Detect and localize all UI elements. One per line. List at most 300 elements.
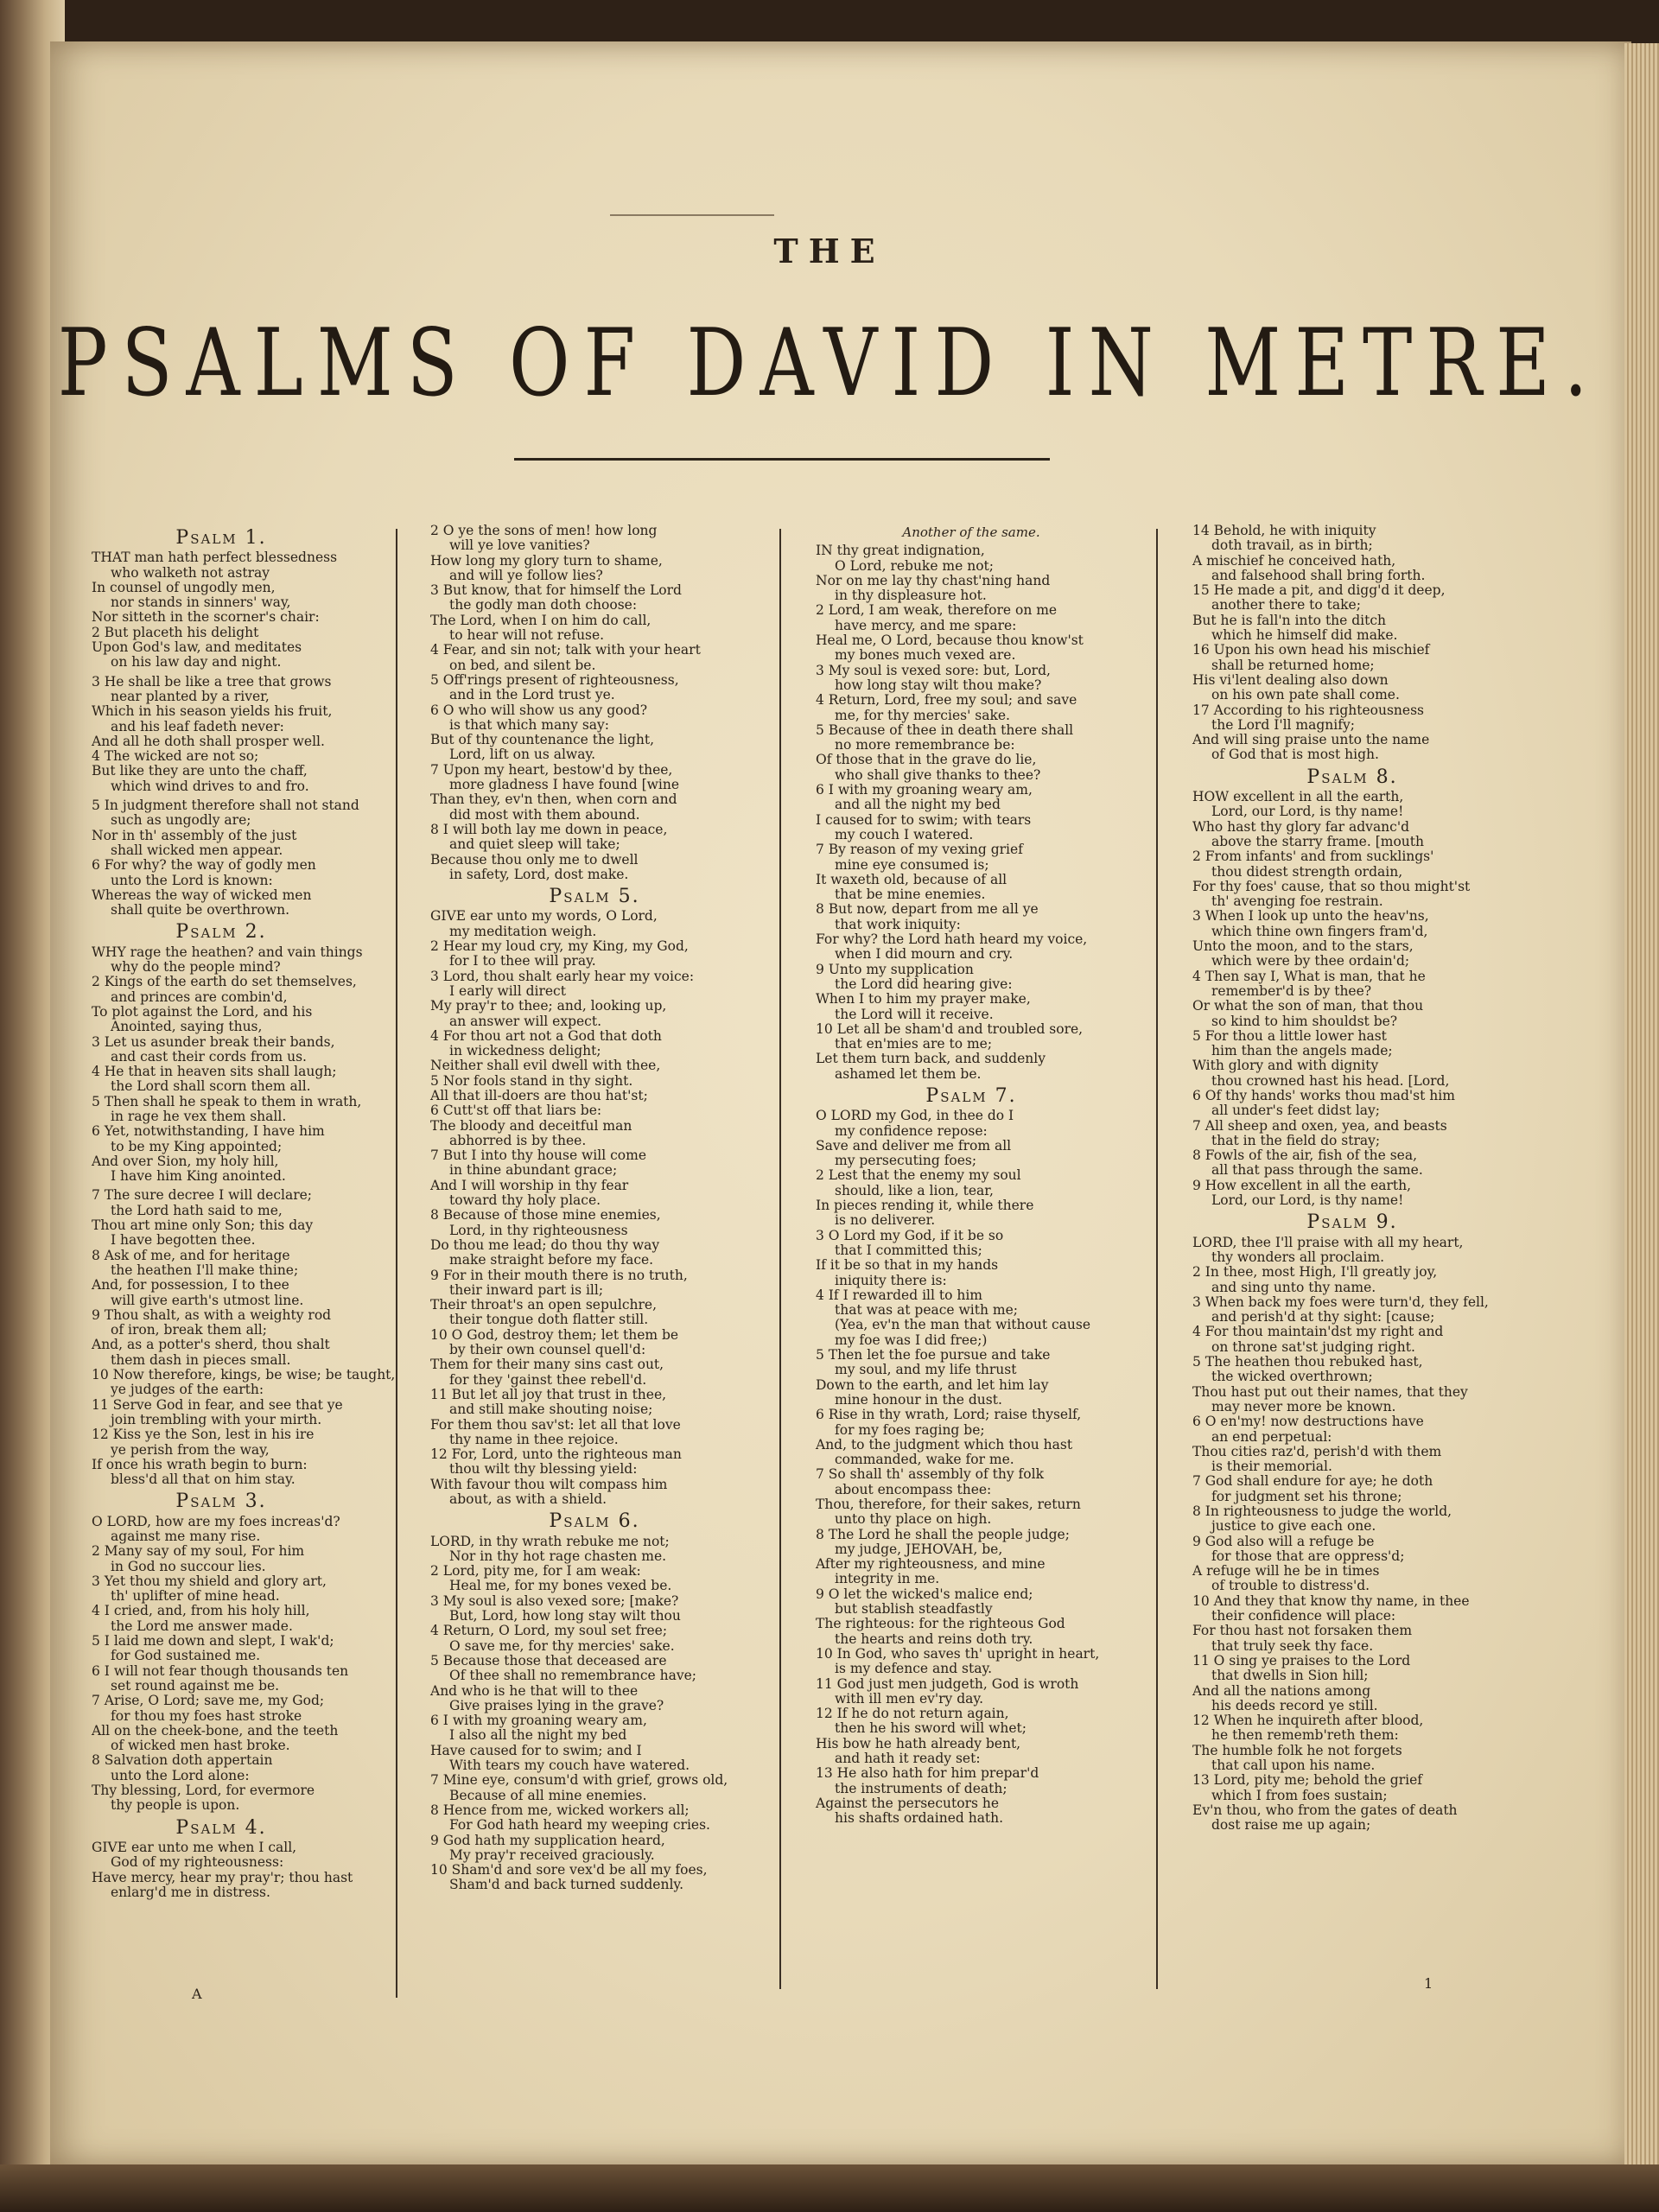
- verse-line: thy people is upon.: [111, 1797, 240, 1814]
- column-2: [430, 524, 759, 1897]
- verse-block: [430, 524, 759, 882]
- verse-line: and falsehood shall bring forth.: [1211, 567, 1426, 583]
- verse-line: And all he doth shall prosper well.: [92, 733, 325, 749]
- verse-line: 3 Let us asunder break their bands,: [92, 1033, 335, 1050]
- verse-line: 8 In righteousness to judge the world,: [1192, 1503, 1452, 1519]
- verse-line: Neither shall evil dwell with thee,: [430, 1058, 661, 1074]
- verse-line: 2 O ye the sons of men! how long: [430, 523, 658, 538]
- verse-line: 3 Lord, thou shalt early hear my voice:: [430, 968, 695, 984]
- verse-line: thou wilt thy blessing yield:: [449, 1461, 638, 1478]
- verse-block: [430, 909, 759, 1507]
- verse-line: that I committed this;: [835, 1242, 982, 1258]
- verse-line: GIVE ear unto me when I call,: [92, 1839, 297, 1855]
- verse-line: 8 I will both lay me down in peace,: [430, 821, 668, 837]
- verse-line: Lord, our Lord, is thy name!: [1211, 804, 1404, 820]
- verse-line: WHY rage the heathen? and vain things: [92, 944, 363, 960]
- verse-line: in rage he vex them shall.: [111, 1108, 287, 1124]
- verse-line: their inward part is ill;: [449, 1281, 604, 1298]
- verse-line: is their memorial.: [1211, 1459, 1332, 1475]
- verse-line: All that ill-doers are thou hat'st;: [430, 1087, 648, 1103]
- signature-mark: A: [192, 1986, 202, 2002]
- verse-line: on throne sat'st judging right.: [1211, 1338, 1415, 1355]
- verse-line: that call upon his name.: [1211, 1758, 1376, 1774]
- verse-line: Because thou only me to dwell: [430, 851, 639, 868]
- verse-line: With favour thou wilt compass him: [430, 1476, 668, 1492]
- verse-line: his shafts ordained hath.: [835, 1810, 1004, 1827]
- verse-line: 3 Yet thou my shield and glory art,: [92, 1573, 327, 1589]
- verse-line: Have caused for to swim; and I: [430, 1742, 642, 1758]
- verse-line: 16 Upon his own head his mischief: [1192, 642, 1430, 658]
- verse-line: I have begotten thee.: [111, 1232, 256, 1249]
- verse-line: 7 Mine eye, consum'd with grief, grows old,: [430, 1772, 728, 1789]
- verse-line: 4 Return, Lord, free my soul; and save: [816, 692, 1077, 709]
- verse-line: 6 Cutt'st off that liars be:: [430, 1103, 602, 1119]
- verse-line: Who hast thy glory far advanc'd: [1192, 818, 1410, 835]
- verse-line: But, Lord, how long stay wilt thou: [449, 1608, 681, 1624]
- verse-line: 3 But know, that for himself the Lord: [430, 582, 682, 599]
- verse-line: 7 All sheep and oxen, yea, and beasts: [1192, 1117, 1447, 1134]
- verse-line: 5 Because those that deceased are: [430, 1652, 667, 1669]
- verse-line: 10 Sham'd and sore vex'd be all my foes,: [430, 1862, 708, 1878]
- verse-line: In pieces rending it, while there: [816, 1198, 1034, 1214]
- verse-line: all under's feet didst lay;: [1211, 1103, 1381, 1119]
- verse-line: in God no succour lies.: [111, 1558, 266, 1574]
- verse-line: And who is he that will to thee: [430, 1682, 639, 1699]
- verse-line: unto the Lord is known:: [111, 872, 273, 888]
- verse-line: But of thy countenance the light,: [430, 732, 655, 748]
- verse-line: O Lord, rebuke me not;: [835, 557, 994, 574]
- verse-line: th' avenging foe restrain.: [1211, 893, 1383, 910]
- verse-line: Or what the son of man, that thou: [1192, 998, 1424, 1014]
- verse-line: After my righteousness, and mine: [816, 1556, 1046, 1573]
- verse-line: his deeds record ye still.: [1211, 1697, 1378, 1713]
- verse-line: 7 So shall th' assembly of thy folk: [816, 1466, 1044, 1483]
- verse-line: how long stay wilt thou make?: [835, 677, 1042, 693]
- verse-line: Give praises lying in the grave?: [449, 1697, 664, 1713]
- verse-line: Thou art mine only Son; this day: [92, 1217, 314, 1234]
- verse-line: him than the angels made;: [1211, 1043, 1393, 1059]
- verse-line: Do thou me lead; do thou thy way: [430, 1236, 660, 1253]
- verse-line: 6 O who will show us any good?: [430, 702, 648, 718]
- verse-line: 7 By reason of my vexing grief: [816, 842, 1023, 858]
- verse-line: on bed, and silent be.: [449, 657, 596, 673]
- verse-block: [430, 1535, 759, 1893]
- verse-line: thou crowned hast his head. [Lord,: [1211, 1072, 1450, 1089]
- verse-line: and quiet sleep will take;: [449, 836, 620, 853]
- verse-line: Lord, in thy righteousness: [449, 1222, 628, 1238]
- verse-line: 5 I laid me down and slept, I wak'd;: [92, 1633, 334, 1649]
- verse-line: my soul, and my life thrust: [835, 1362, 1017, 1378]
- verse-line: Thy blessing, Lord, for evermore: [92, 1783, 315, 1799]
- verse-line: the Lord will it receive.: [835, 1006, 994, 1022]
- verse-line: enlarg'd me in distress.: [111, 1884, 270, 1900]
- subheading: Another of the same.: [902, 524, 1040, 540]
- verse-block: [1192, 1236, 1512, 1834]
- verse-line: and his leaf fadeth never:: [111, 718, 284, 734]
- verse-line: If once his wrath begin to burn:: [92, 1456, 308, 1472]
- verse-line: 3 My soul is also vexed sore; [make?: [430, 1592, 679, 1609]
- verse-line: for God sustained me.: [111, 1648, 261, 1664]
- verse-line: mine honour in the dust.: [835, 1391, 1002, 1408]
- verse-line: of iron, break them all;: [111, 1322, 267, 1338]
- verse-line: His bow he hath already bent,: [816, 1735, 1021, 1751]
- verse-line: that was at peace with me;: [835, 1302, 1018, 1319]
- title-article: THE: [773, 232, 886, 270]
- verse-line: which I from foes sustain;: [1211, 1787, 1388, 1803]
- column-3: [816, 524, 1127, 1831]
- verse-line: Heal me, for my bones vexed be.: [449, 1578, 672, 1594]
- verse-line: 6 I with my groaning weary am,: [430, 1713, 647, 1729]
- verse-block: [92, 1515, 351, 1814]
- verse-line: Which in his season yields his fruit,: [92, 703, 333, 720]
- verse-line: God of my righteousness:: [111, 1854, 284, 1871]
- verse-line: unto the Lord alone:: [111, 1767, 250, 1783]
- verse-line: 8 Ask of me, and for heritage: [92, 1247, 290, 1263]
- verse-line: The Lord, when I on him do call,: [430, 612, 652, 628]
- verse-line: and perish'd at thy sight: [cause;: [1211, 1309, 1435, 1325]
- verse-line: above the starry frame. [mouth: [1211, 833, 1424, 849]
- psalm-heading: Psalm 2.: [175, 921, 267, 944]
- verse-line: A refuge will he be in times: [1192, 1563, 1380, 1580]
- verse-line: All on the cheek-bone, and the teeth: [92, 1722, 339, 1738]
- verse-line: my persecuting foes;: [835, 1153, 977, 1169]
- verse-line: The bloody and deceitful man: [430, 1117, 632, 1134]
- verse-line: 2 Many say of my soul, For him: [92, 1543, 305, 1560]
- verse-line: thy wonders all proclaim.: [1211, 1249, 1385, 1265]
- verse-line: His vi'lent dealing also down: [1192, 671, 1389, 688]
- verse-line: their confidence will place:: [1211, 1608, 1396, 1624]
- verse-line: then he his sword will whet;: [835, 1720, 1027, 1737]
- verse-line: Thou hast put out their names, that they: [1192, 1383, 1468, 1400]
- verse-line: and sing unto thy name.: [1211, 1279, 1376, 1295]
- verse-line: For thy foes' cause, that so thou might'st: [1192, 878, 1471, 894]
- verse-block: [92, 944, 363, 1185]
- verse-line: shall wicked men appear.: [111, 842, 283, 858]
- column-rule: [396, 529, 397, 1998]
- verse-line: LORD, thee I'll praise with all my heart,: [1192, 1234, 1464, 1250]
- verse-line: 2 Lest that the enemy my soul: [816, 1167, 1021, 1184]
- verse-line: 4 For thou art not a God that doth: [430, 1027, 662, 1044]
- verse-line: 8 But now, depart from me all ye: [816, 901, 1039, 918]
- verse-line: 2 But placeth his delight: [92, 624, 259, 640]
- verse-line: 11 God just men judgeth, God is wroth: [816, 1675, 1079, 1692]
- verse-line: And, for possession, I to thee: [92, 1277, 289, 1294]
- verse-line: 8 Hence from me, wicked workers all;: [430, 1802, 690, 1818]
- verse-line: the Lord did hearing give:: [835, 976, 1013, 992]
- verse-block: [92, 675, 351, 794]
- verse-line: 6 Yet, notwithstanding, I have him: [92, 1123, 325, 1140]
- verse-line: for my foes raging be;: [835, 1421, 985, 1438]
- verse-line: to hear will not refuse.: [449, 627, 605, 644]
- verse-line: 4 The wicked are not so;: [92, 748, 259, 765]
- verse-line: that dwells in Sion hill;: [1211, 1668, 1369, 1684]
- verse-line: which wind drives to and fro.: [111, 778, 309, 794]
- psalm-heading: Psalm 3.: [175, 1491, 267, 1513]
- verse-line: 10 Now therefore, kings, be wise; be taught,: [92, 1367, 396, 1383]
- verse-line: 9 O let the wicked's malice end;: [816, 1586, 1033, 1602]
- verse-line: 10 O God, destroy them; let them be: [430, 1326, 679, 1343]
- psalm-heading: Psalm 5.: [549, 886, 640, 908]
- verse-line: and hath it ready set:: [835, 1751, 981, 1767]
- verse-line: 2 Lord, I am weak, therefore on me: [816, 602, 1058, 619]
- verse-line: Ev'n thou, who from the gates of death: [1192, 1802, 1458, 1818]
- verse-line: Have mercy, hear my pray'r; thou hast: [92, 1869, 353, 1885]
- verse-line: 5 For thou a little lower hast: [1192, 1027, 1387, 1044]
- verse-line: 7 God shall endure for aye; he doth: [1192, 1473, 1433, 1490]
- verse-line: 5 The heathen thou rebuked hast,: [1192, 1354, 1423, 1370]
- verse-line: 6 I will not fear though thousands ten: [92, 1662, 349, 1679]
- verse-line: the instruments of death;: [835, 1780, 1007, 1796]
- verse-line: the Lord I'll magnify;: [1211, 716, 1355, 733]
- verse-line: But he is fall'n into the ditch: [1192, 612, 1387, 628]
- verse-line: thy name in thee rejoice.: [449, 1431, 619, 1447]
- verse-line: 9 Thou shalt, as with a weighty rod: [92, 1306, 332, 1323]
- book-bottom-edge: [0, 2164, 1659, 2212]
- verse-line: A mischief he conceived hath,: [1192, 552, 1396, 569]
- verse-line: 11 Serve God in fear, and see that ye: [92, 1396, 343, 1413]
- verse-line: (Yea, ev'n the man that without cause: [835, 1317, 1091, 1333]
- verse-line: 8 Fowls of the air, fish of the sea,: [1192, 1147, 1418, 1164]
- verse-line: set round against me be.: [111, 1677, 280, 1694]
- verse-line: my couch I watered.: [835, 826, 974, 842]
- verse-line: my meditation weigh.: [449, 923, 597, 939]
- verse-line: 17 According to his righteousness: [1192, 702, 1424, 718]
- verse-line: about, as with a shield.: [449, 1491, 607, 1507]
- psalm-heading: Psalm 7.: [925, 1084, 1017, 1107]
- verse-line: 15 He made a pit, and digg'd it deep,: [1192, 582, 1446, 599]
- verse-line: who walketh not astray: [111, 564, 270, 581]
- verse-line: and all the night my bed: [835, 797, 1001, 813]
- verse-line: ye judges of the earth:: [111, 1382, 264, 1398]
- verse-line: of wicked men hast broke.: [111, 1738, 290, 1754]
- verse-line: me, for thy mercies' sake.: [835, 707, 1010, 723]
- verse-line: My pray'r to thee; and, looking up,: [430, 998, 667, 1014]
- verse-line: 7 Arise, O Lord; save me, my God;: [92, 1693, 325, 1709]
- verse-line: Let them turn back, and suddenly: [816, 1051, 1046, 1067]
- verse-line: THAT man hath perfect blessedness: [92, 550, 338, 566]
- verse-line: my foe was I did free;): [835, 1332, 988, 1348]
- verse-line: The righteous: for the righteous God: [816, 1616, 1065, 1632]
- verse-line: of trouble to distress'd.: [1211, 1578, 1370, 1594]
- verse-line: 5 Off'rings present of righteousness,: [430, 671, 679, 688]
- verse-line: And I will worship in thy fear: [430, 1177, 629, 1193]
- psalm-heading: Psalm 1.: [175, 527, 267, 549]
- verse-line: their tongue doth flatter still.: [449, 1312, 649, 1328]
- verse-line: 11 But let all joy that trust in thee,: [430, 1386, 667, 1402]
- verse-block: [92, 1840, 351, 1900]
- verse-line: my confidence repose:: [835, 1122, 988, 1139]
- verse-line: For God hath heard my weeping cries.: [449, 1817, 710, 1834]
- verse-line: nor stands in sinners' way,: [111, 594, 291, 611]
- verse-line: Heal me, O Lord, because thou know'st: [816, 632, 1084, 649]
- verse-line: in thine abundant grace;: [449, 1162, 618, 1179]
- verse-line: And, to the judgment which thou hast: [816, 1436, 1073, 1452]
- verse-line: 7 But I into thy house will come: [430, 1147, 646, 1164]
- verse-line: 8 Because of those mine enemies,: [430, 1207, 661, 1224]
- verse-line: 3 When back my foes were turn'd, they fell,: [1192, 1294, 1489, 1310]
- verse-line: And, as a potter's sherd, thou shalt: [92, 1337, 330, 1353]
- verse-line: Against the persecutors he: [816, 1795, 1000, 1811]
- verse-line: 6 O en'my! now destructions have: [1192, 1414, 1424, 1430]
- verse-line: 2 In thee, most High, I'll greatly joy,: [1192, 1264, 1438, 1281]
- verse-line: bless'd all that on him stay.: [111, 1471, 296, 1488]
- verse-line: 12 Kiss ye the Son, lest in his ire: [92, 1427, 315, 1443]
- verse-line: Lord, lift on us alway.: [449, 747, 596, 763]
- verse-line: another there to take;: [1211, 597, 1361, 613]
- verse-line: thou didest strength ordain,: [1211, 863, 1403, 880]
- verse-line: that en'mies are to me;: [835, 1036, 993, 1052]
- verse-line: Unto the moon, and to the stars,: [1192, 938, 1414, 955]
- verse-line: about encompass thee:: [835, 1481, 992, 1497]
- verse-line: Nor sitteth in the scorner's chair:: [92, 609, 320, 626]
- verse-line: and still make shouting noise;: [449, 1402, 653, 1418]
- verse-line: 8 The Lord he shall the people judge;: [816, 1526, 1070, 1542]
- verse-line: ye perish from the way,: [111, 1441, 270, 1458]
- verse-line: 4 If I rewarded ill to him: [816, 1287, 982, 1303]
- column-4: [1192, 524, 1512, 1838]
- psalm-heading: Psalm 4.: [175, 1816, 267, 1839]
- verse-line: For why? the Lord hath heard my voice,: [816, 931, 1088, 948]
- verse-line: of God that is most high.: [1211, 747, 1379, 763]
- verse-line: on his own pate shall come.: [1211, 687, 1400, 703]
- verse-line: more gladness I have found [wine: [449, 777, 680, 793]
- verse-line: How long my glory turn to shame,: [430, 552, 663, 569]
- verse-line: 6 Rise in thy wrath, Lord; raise thyself,: [816, 1407, 1082, 1423]
- verse-line: For thou hast not forsaken them: [1192, 1623, 1413, 1639]
- verse-line: 6 Of thy hands' works thou mad'st him: [1192, 1087, 1455, 1103]
- verse-line: 2 From infants' and from sucklings': [1192, 849, 1434, 865]
- verse-line: will ye love vanities?: [449, 537, 590, 554]
- verse-line: Nor on me lay thy chast'ning hand: [816, 572, 1051, 588]
- verse-line: the Lord shall scorn them all.: [111, 1078, 311, 1095]
- verse-line: shall be returned home;: [1211, 657, 1375, 673]
- verse-line: Lord, our Lord, is thy name!: [1211, 1192, 1404, 1209]
- verse-line: near planted by a river,: [111, 688, 270, 704]
- verse-line: for I to thee will pray.: [449, 953, 596, 969]
- verse-line: But like they are unto the chaff,: [92, 763, 308, 779]
- verse-line: 4 I cried, and, from his holy hill,: [92, 1603, 310, 1619]
- verse-line: 10 And they that know thy name, in thee: [1192, 1592, 1470, 1609]
- verse-line: And all the nations among: [1192, 1682, 1371, 1699]
- verse-block: [1192, 524, 1512, 763]
- page-title: PSALMS OF DAVID IN METRE.: [57, 309, 1602, 417]
- verse-line: but stablish steadfastly: [835, 1601, 993, 1618]
- verse-line: all that pass through the same.: [1211, 1162, 1423, 1179]
- verse-line: 2 Lord, pity me, for I am weak:: [430, 1563, 641, 1580]
- verse-line: 4 Return, O Lord, my soul set free;: [430, 1623, 668, 1639]
- verse-line: 3 O Lord my God, if it be so: [816, 1227, 1004, 1243]
- verse-line: If it be so that in my hands: [816, 1257, 999, 1274]
- verse-line: When I to him my prayer make,: [816, 991, 1031, 1007]
- verse-line: 2 Kings of the earth do set themselves,: [92, 974, 357, 990]
- verse-line: 4 He that in heaven sits shall laugh;: [92, 1064, 337, 1080]
- verse-line: for thou my foes hast stroke: [111, 1707, 302, 1724]
- verse-line: an answer will expect.: [449, 1013, 602, 1029]
- verse-line: 14 Behold, he with iniquity: [1192, 523, 1376, 538]
- verse-line: which he himself did make.: [1211, 627, 1398, 644]
- verse-line: the heathen I'll make thine;: [111, 1262, 299, 1278]
- verse-line: an end perpetual:: [1211, 1428, 1332, 1445]
- verse-line: In counsel of ungodly men,: [92, 579, 276, 595]
- verse-block: [92, 1187, 396, 1488]
- verse-line: which thine own fingers fram'd,: [1211, 923, 1428, 939]
- verse-line: I also all the night my bed: [449, 1727, 627, 1744]
- verse-line: O LORD my God, in thee do I: [816, 1108, 1014, 1124]
- verse-line: my bones much vexed are.: [835, 647, 1016, 664]
- verse-line: 10 In God, who saves th' upright in heart,: [816, 1645, 1100, 1662]
- verse-line: To plot against the Lord, and his: [92, 1003, 313, 1020]
- verse-line: I caused for to swim; with tears: [816, 811, 1032, 828]
- verse-line: Thou cities raz'd, perish'd with them: [1192, 1443, 1442, 1459]
- verse-line: who shall give thanks to thee?: [835, 766, 1041, 783]
- verse-line: toward thy holy place.: [449, 1192, 601, 1209]
- verse-line: to be my King appointed;: [111, 1138, 283, 1154]
- verse-line: against me many rise.: [111, 1529, 261, 1544]
- verse-line: It waxeth old, because of all: [816, 871, 1007, 887]
- verse-line: GIVE ear unto my words, O Lord,: [430, 908, 658, 925]
- verse-line: dost raise me up again;: [1211, 1817, 1371, 1834]
- verse-line: 5 Because of thee in death there shall: [816, 721, 1074, 738]
- verse-line: in safety, Lord, dost make.: [449, 866, 629, 882]
- verse-line: 3 He shall be like a tree that grows: [92, 673, 332, 690]
- verse-line: Anointed, saying thus,: [111, 1019, 263, 1035]
- verse-line: Save and deliver me from all: [816, 1137, 1012, 1154]
- verse-line: 4 Fear, and sin not; talk with your heart: [430, 642, 701, 658]
- verse-line: 8 Salvation doth appertain: [92, 1752, 273, 1769]
- verse-line: Whereas the way of wicked men: [92, 887, 312, 903]
- verse-line: I early will direct: [449, 982, 566, 999]
- verse-line: Sham'd and back turned suddenly.: [449, 1877, 684, 1893]
- verse-line: 5 In judgment therefore shall not stand: [92, 798, 359, 814]
- top-rule: [610, 214, 774, 216]
- column-rule: [1156, 529, 1158, 1989]
- verse-line: is that which many say:: [449, 716, 610, 733]
- verse-line: unto thy place on high.: [835, 1511, 992, 1528]
- verse-line: Upon God's law, and meditates: [92, 639, 302, 656]
- verse-line: so kind to him shouldst be?: [1211, 1013, 1398, 1029]
- verse-line: 9 Unto my supplication: [816, 961, 974, 977]
- verse-line: for judgment set his throne;: [1211, 1488, 1402, 1504]
- verse-line: I have him King anointed.: [111, 1168, 286, 1185]
- verse-line: mine eye consumed is;: [835, 856, 989, 873]
- verse-line: Their throat's an open sepulchre,: [430, 1297, 658, 1313]
- verse-block: [1192, 790, 1512, 1208]
- verse-line: make straight before my face.: [449, 1252, 654, 1268]
- verse-line: 9 God hath my supplication heard,: [430, 1832, 665, 1848]
- verse-line: and in the Lord trust ye.: [449, 687, 615, 703]
- verse-line: For them thou sav'st: let all that love: [430, 1416, 681, 1433]
- verse-line: the wicked overthrown;: [1211, 1369, 1373, 1385]
- verse-line: O LORD, how are my foes increas'd?: [92, 1513, 340, 1529]
- verse-line: 5 Then shall he speak to them in wrath,: [92, 1093, 362, 1109]
- verse-line: shall quite be overthrown.: [111, 902, 290, 918]
- verse-line: ashamed let them be.: [835, 1065, 982, 1082]
- verse-line: on his law day and night.: [111, 654, 282, 671]
- verse-line: 4 For thou maintain'dst my right and: [1192, 1324, 1444, 1340]
- verse-line: 11 O sing ye praises to the Lord: [1192, 1652, 1411, 1669]
- verse-block: [92, 550, 351, 670]
- psalm-heading: Psalm 8.: [1306, 766, 1398, 788]
- verse-line: for they 'gainst thee rebell'd.: [449, 1371, 647, 1388]
- verse-line: abhorred is by thee.: [449, 1132, 587, 1148]
- verse-line: the hearts and reins doth try.: [835, 1630, 1033, 1647]
- verse-line: he then rememb'reth them:: [1211, 1727, 1399, 1744]
- verse-line: the godly man doth choose:: [449, 597, 638, 613]
- verse-line: justice to give each one.: [1211, 1518, 1376, 1535]
- verse-line: 12 When he inquireth after blood,: [1192, 1713, 1424, 1729]
- verse-line: 12 If he do not return again,: [816, 1706, 1009, 1722]
- verse-line: th' uplifter of mine head.: [111, 1588, 280, 1605]
